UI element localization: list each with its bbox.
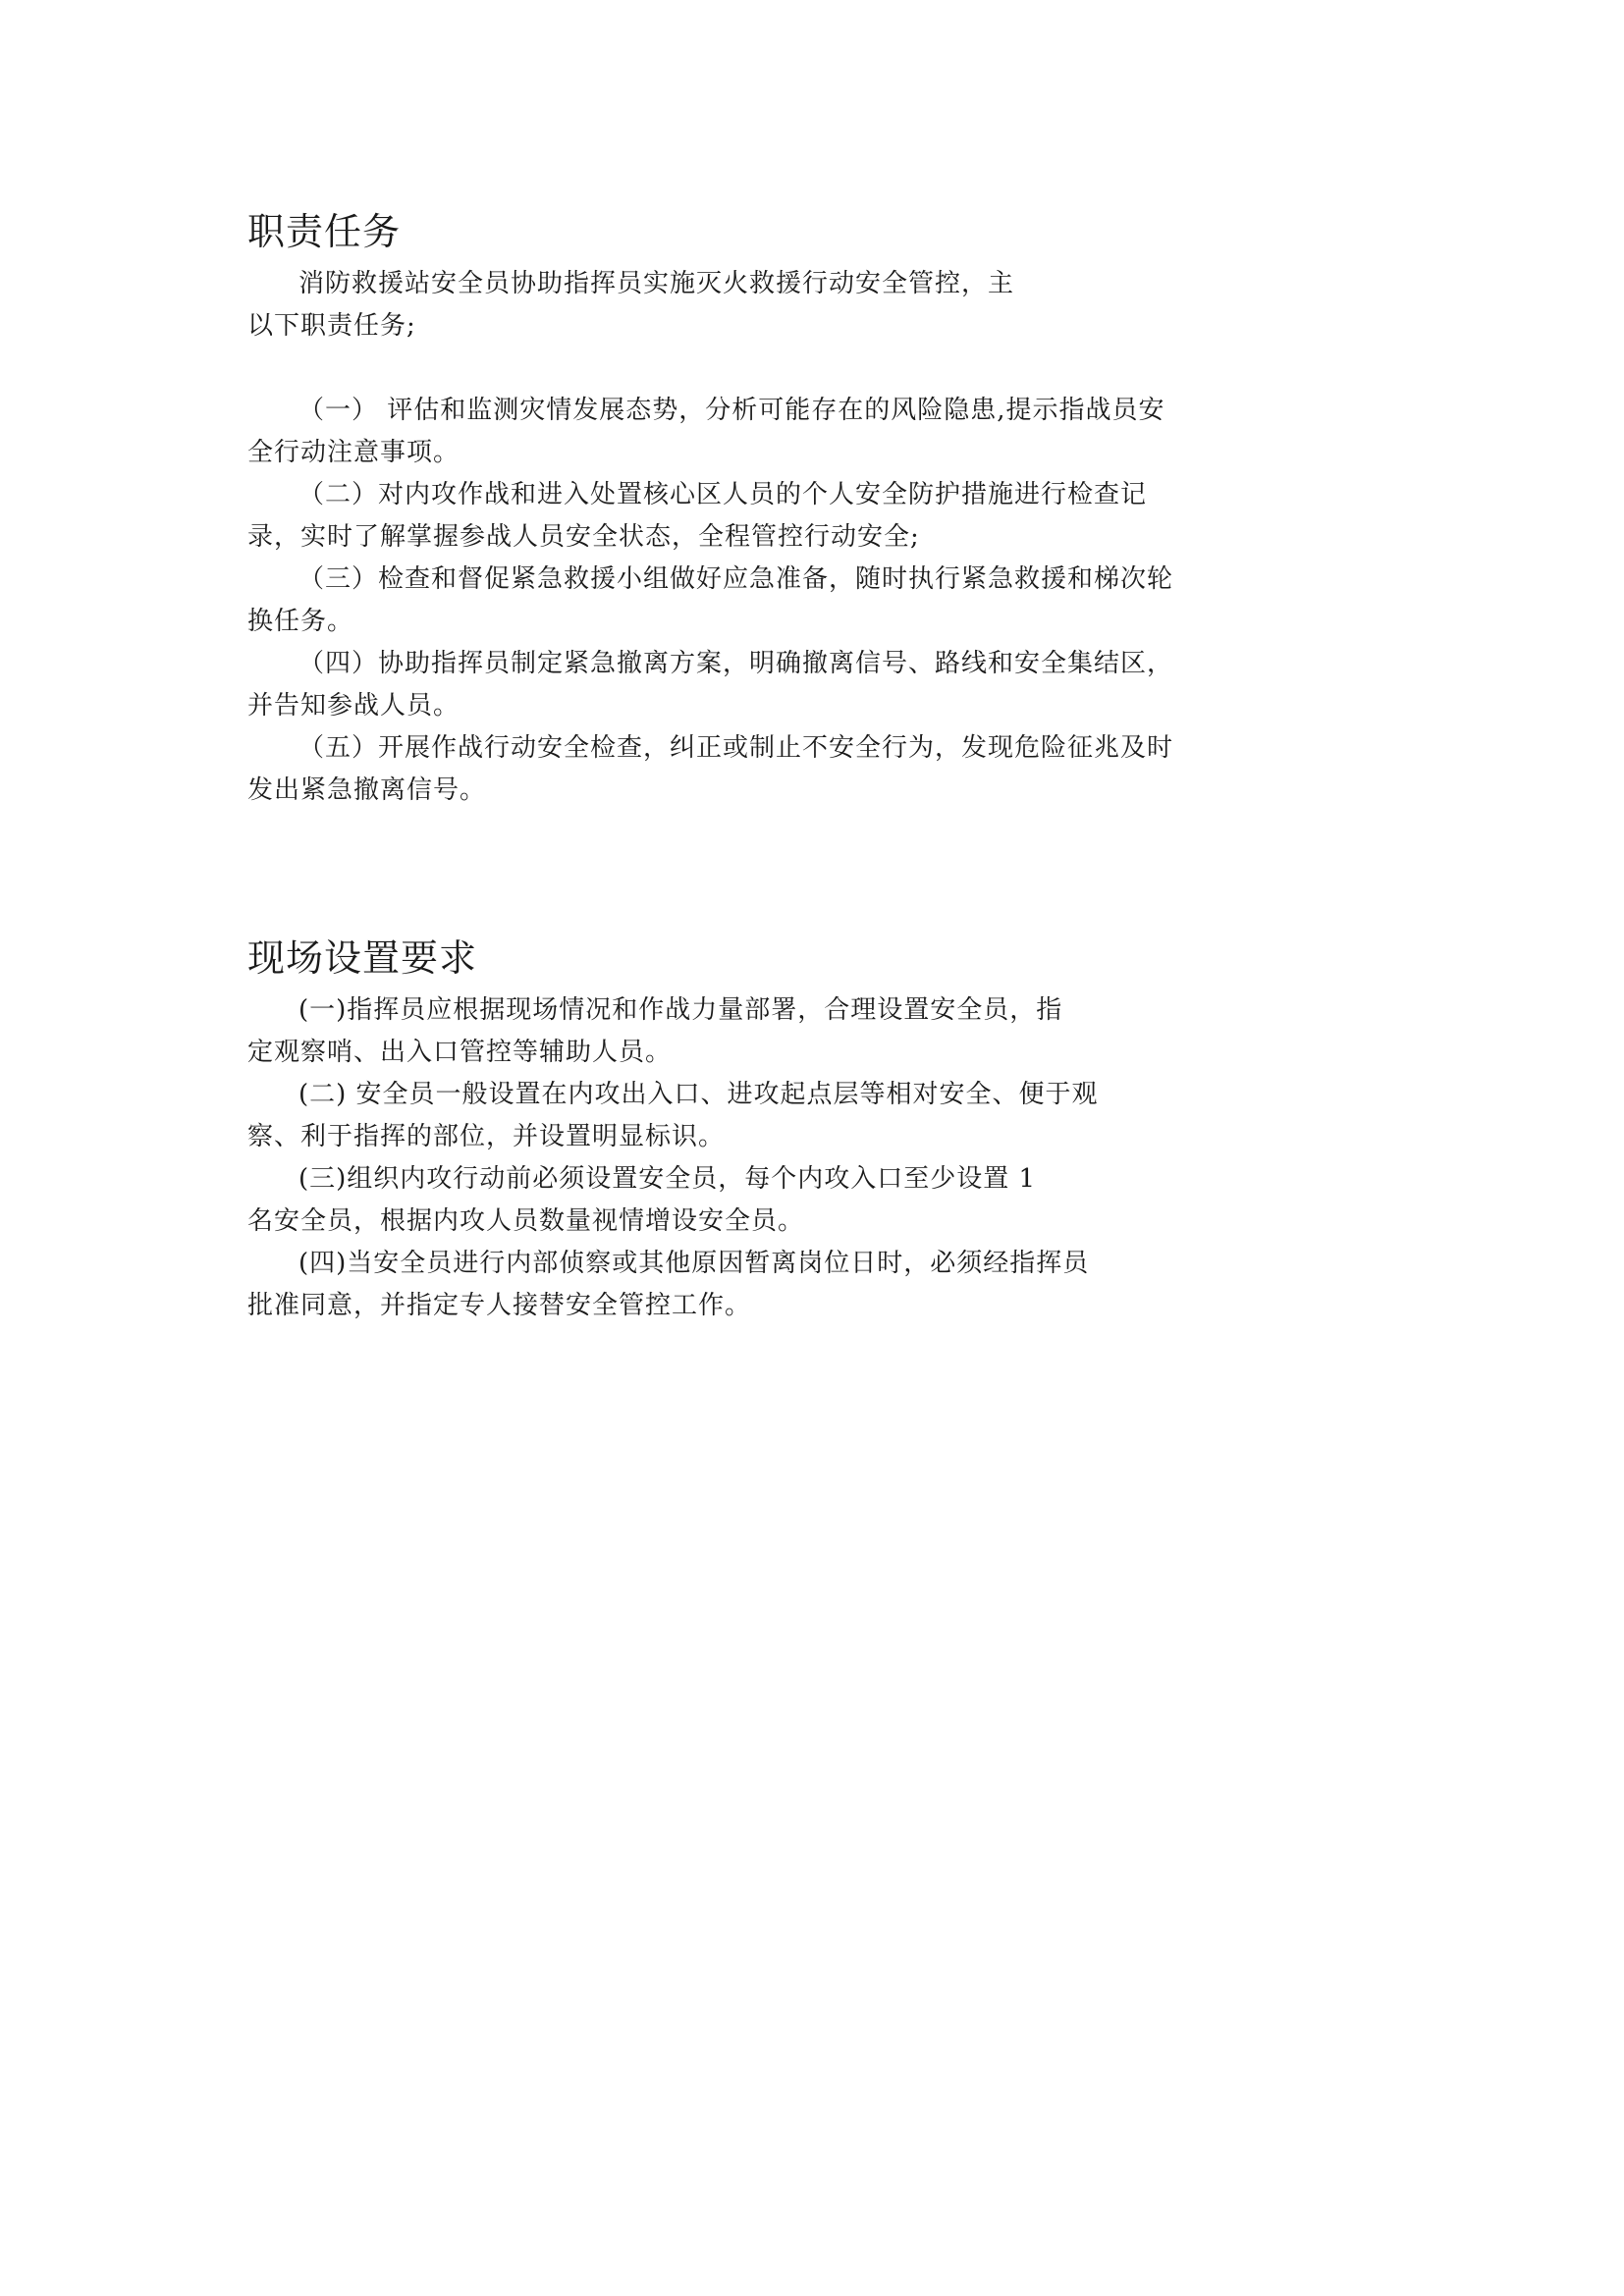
duties-section bbox=[247, 206, 1190, 812]
duty-item-2: （二）对内攻作战和进入处置核心区人员的个人安全防护措施进行检查记录，实时了解掌握参战人员安全状态，全程管控行动安全; bbox=[247, 480, 1148, 552]
setup-item-4-line2: 批准同意，并指定专人接替安全管控工作。 bbox=[247, 1291, 752, 1320]
duty-item-1: （一） 评估和监测灾情发展态势，分析可能存在的风险隐患,提示指战员安全行动注意事项。 bbox=[247, 396, 1165, 467]
setup-item-3-line1: (三)组织内攻行动前必须设置安全员，每个内攻入口至少设置 1 bbox=[298, 1164, 1037, 1194]
duties-intro-line1: 消防救援站安全员协助指挥员实施灭火救援行动安全管控，主 bbox=[298, 269, 1015, 298]
setup-item-4-line1: (四)当安全员进行内部侦察或其他原因暂离岗位日时，必须经指挥员 bbox=[298, 1249, 1090, 1278]
setup-item-1-line2: 定观察哨、出入口管控等辅助人员。 bbox=[247, 1038, 673, 1067]
duty-item-3: （三）检查和督促紧急救援小组做好应急准备，随时执行紧急救援和梯次轮换任务。 bbox=[247, 564, 1174, 636]
duties-intro-line2: 以下职责任务; bbox=[247, 311, 416, 341]
setup-item-1-line1: (一)指挥员应根据现场情况和作战力量部署，合理设置安全员，指 bbox=[298, 995, 1063, 1025]
duty-item-5: （五）开展作战行动安全检查，纠正或制止不安全行为，发现危险征兆及时发出紧急撤离信号。 bbox=[247, 733, 1174, 805]
setup-item-2-line1: (二) 安全员一般设置在内攻出入口、进攻起点层等相对安全、便于观 bbox=[298, 1080, 1099, 1109]
blank-line bbox=[247, 347, 1190, 390]
setup-item-3-line2: 名安全员，根据内攻人员数量视情增设安全员。 bbox=[247, 1206, 805, 1236]
duties-heading: 职责任务 bbox=[247, 210, 402, 253]
duty-item-4: （四）协助指挥员制定紧急撤离方案，明确撤离信号、路线和安全集结区，并告知参战人员。 bbox=[247, 649, 1174, 721]
setup-list bbox=[247, 989, 1190, 1327]
setup-section bbox=[247, 933, 1190, 1327]
setup-heading: 现场设置要求 bbox=[247, 936, 478, 980]
setup-item-2-line2: 察、利于指挥的部位，并设置明显标识。 bbox=[247, 1122, 726, 1151]
duties-list bbox=[247, 390, 1190, 812]
